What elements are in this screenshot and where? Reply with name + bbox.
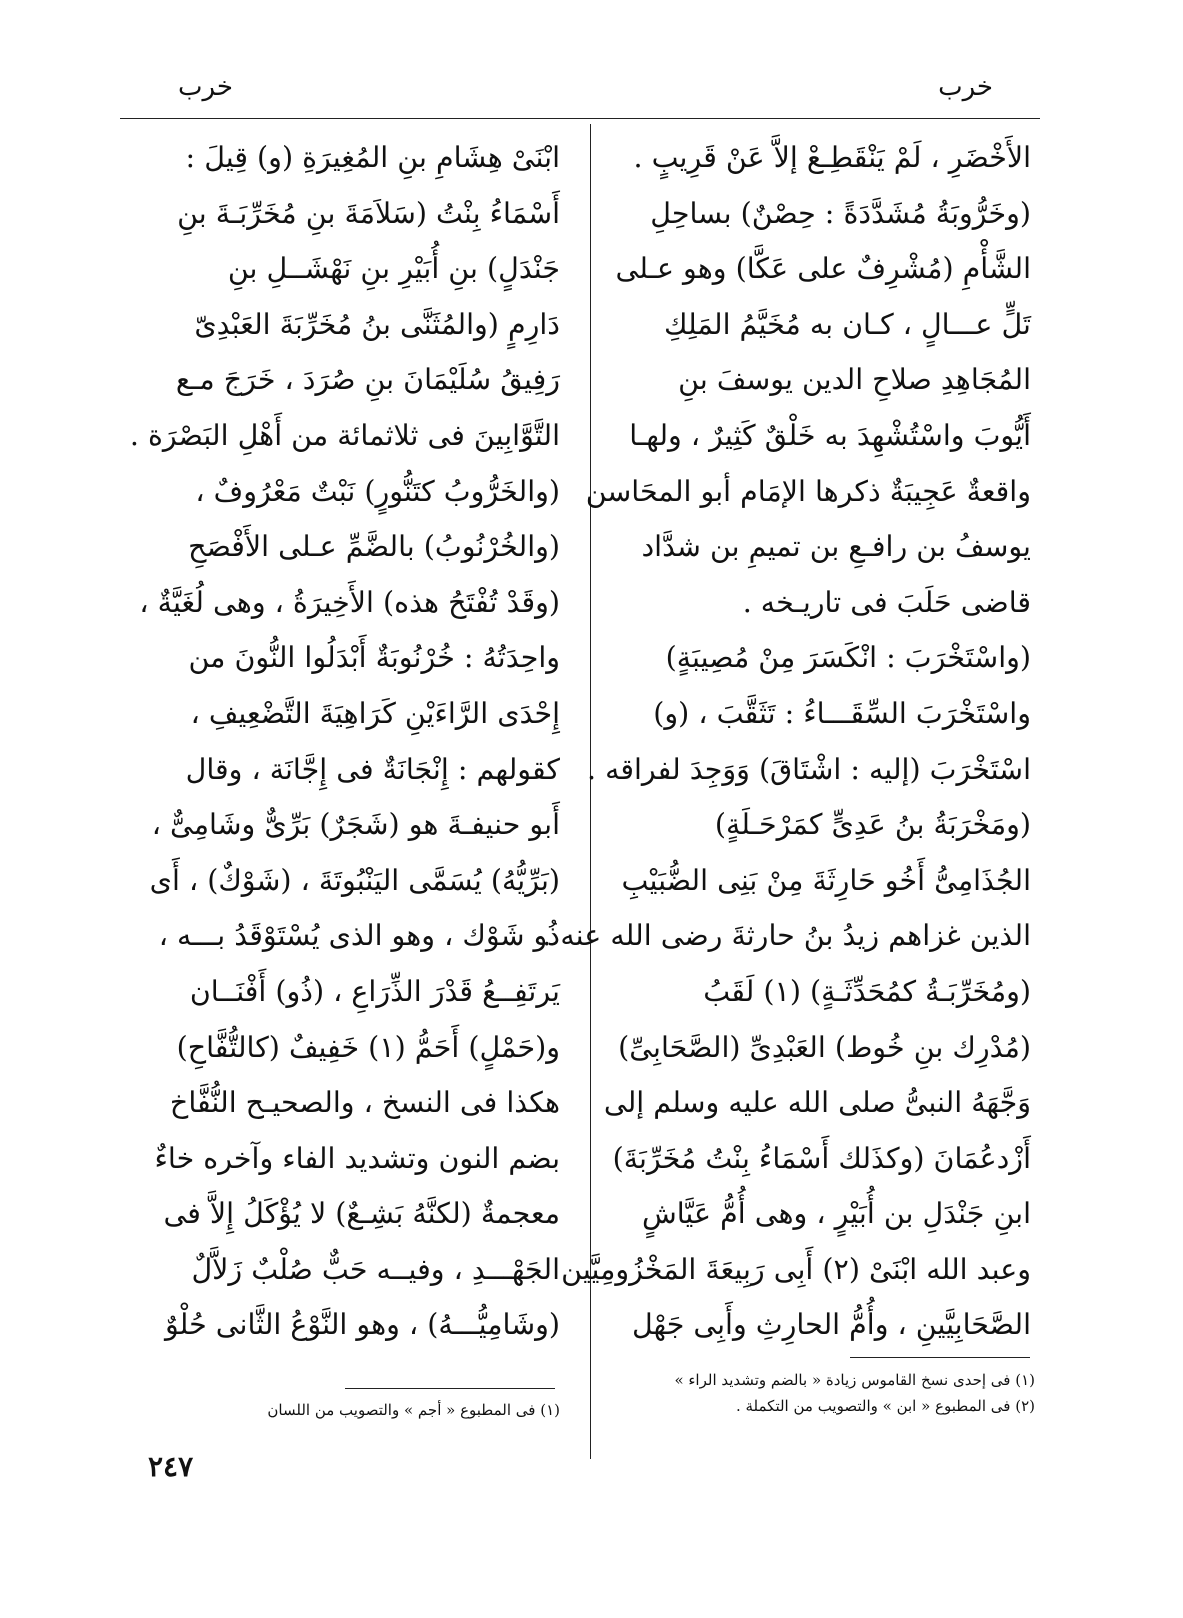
text-line: إِحْدَى الرَّاءَيْنِ كَرَاهِيَةَ التَّضْعِيفِ ، <box>190 696 560 730</box>
text-line: واقعةٌ عَجِيبَةٌ ذكرها الإمَام أبو المحَاسن <box>585 474 1031 508</box>
text-line: هكذا فى النسخ ، والصحيـح النُّفَّاخ <box>169 1086 560 1120</box>
text-line: (والخُرْنُوبُ) بالضَّمِّ عـلى الأَفْصَحِ <box>188 530 560 564</box>
footnote-rule-left <box>345 1388 555 1389</box>
right-column-text <box>542 130 1031 1353</box>
text-line: ابْنَىْ هِشَامِ بنِ المُغِيرَةِ (و) قِيلَ : <box>185 141 560 174</box>
text-line: ابنِ جَنْدَلِ بن أُبَيْرٍ ، وهى أُمُّ عَيَّاشٍ <box>641 1197 1031 1231</box>
text-line: الصَّحَابِيَّينِ ، وأُمُّ الحارِثِ وأَبِى جَهْل <box>631 1308 1031 1342</box>
text-line: كقولهم : إِنْجَانَةٌ فى إِجَّانَة ، وقال <box>185 752 560 786</box>
text-line: أَبو حنيفـةَ هو (شَجَرٌ) بَرِّىٌّ وشَامِىٌّ ، <box>151 808 560 842</box>
text-line: معجمةٌ (لكنَّهُ بَشِـعٌ) لا يُؤْكَلُ إِلاَّ فى <box>163 1197 560 1231</box>
text-line: (والخَرُّوبُ كتَنُّورٍ) نَبْتٌ مَعْرُوفٌ ، <box>195 474 560 508</box>
text-line: الذين غزاهم زيدُ بنُ حارثةَ رضى الله عنه . <box>542 919 1031 953</box>
text-line: واسْتَخْرَبَ السِّقَـــاءُ : تَثَقَّبَ ، (و) <box>653 696 1031 730</box>
text-line: (واسْتَخْرَبَ : انْكَسَرَ مِنْ مُصِيبَةٍ) <box>665 641 1031 675</box>
text-line: وَجَّهَهُ النبىُّ صلى الله عليه وسلم إلى <box>603 1086 1031 1120</box>
text-line: دَارِمٍ (والمُثَنَّى بنُ مُخَرِّبَةَ العَبْدِىّ <box>194 307 560 341</box>
page-number: ٢٤٧ <box>148 1450 194 1483</box>
text-line: (وشَامِيُّـــهُ) ، وهو النَّوْعُ الثَّانى حُلْوٌ <box>164 1308 560 1342</box>
text-line: رَفِيقُ سُلَيْمَانَ بنِ صُرَدَ ، خَرَجَ مـع <box>175 363 560 397</box>
text-line: يَرتَفِــعُ قَدْرَ الذِّرَاعِ ، (ذُو) أَفْنَــان <box>189 974 560 1008</box>
text-line: أَزْدعُمَانَ (وكذَلك أَسْمَاءُ بِنْتُ مُخَرِّبَةَ) <box>612 1141 1031 1175</box>
text-line: (ومَخْرَبَةُ بنُ عَدِىٍّ كمَرْحَـلَةٍ) <box>714 808 1031 842</box>
text-line: المُجَاهِدِ صلاحِ الدين يوسفَ بنِ <box>678 363 1031 397</box>
text-line: قاضى حَلَبَ فى تاريـخه . <box>742 585 1031 619</box>
text-line: واحِدَتُهُ : خُرْنُوبَةٌ أَبْدَلُوا النُّونَ من <box>188 641 560 675</box>
text-line: اسْتَخْرَبَ (إليه : اشْتَاقَ) وَوَجِدَ لفراقه . <box>586 752 1031 786</box>
header-rule <box>120 118 1040 119</box>
text-line: وعبد الله ابْنَىْ (٢) أَبِى رَبِيعَةَ المَخْزُومِيَّين <box>561 1252 1031 1286</box>
text-line: التَّوَّابِينَ فى ثلاثمائة من أَهْلِ البَصْرَة . <box>129 418 560 452</box>
footnote: (١) فى المطبوع « أجم » والتصويب من اللسان <box>267 1401 560 1419</box>
footnotes-right <box>615 1367 1035 1419</box>
running-header-left: خرب <box>178 72 233 102</box>
text-line: (مُدْرِك بنِ خُوط) العَبْدِىِّ (الصَّحَابِىِّ) <box>618 1030 1031 1064</box>
text-line: و(حَمْلٍ) أَحَمُّ (١) خَفِيفٌ (كالتُّفَّاحِ) <box>176 1030 560 1064</box>
text-line: (وخَرُّوبَةُ مُشَدَّدَةً : حِصْنٌ) بساحِلِ <box>650 196 1031 230</box>
text-line: يوسفُ بن رافـعِ بن تميمِ بن شدَّاد <box>641 530 1031 564</box>
text-line: جَنْدَلٍ) بنِ أُبَيْرِ بنِ نَهْشَــلِ بنِ <box>227 252 560 286</box>
text-line: الجَهْـــدِ ، وفيــه حَبٌّ صُلْبٌ زَلاَّلٌ <box>191 1252 560 1286</box>
text-line: (ومُخَرِّبَـةُ كمُحَدِّثَـةٍ) (١) لَقَبُ <box>703 974 1031 1008</box>
footnotes-left <box>150 1397 560 1423</box>
text-line: أَيُّوبَ واسْتُشْهِدَ به خَلْقٌ كَثِيرٌ ، ولهـا <box>629 418 1031 452</box>
text-line: أَسْمَاءُ بِنْتُ (سَلاَمَةَ بنِ مُخَرِّبَـةَ بنِ <box>177 196 560 230</box>
text-line: (بَرِّيُّهُ) يُسَمَّى اليَنْبُوتَةَ ، (شَوْكٌ) ، أَى <box>149 863 560 897</box>
text-line: الجُذَامِىُّ أَخُو حَارِثَةَ مِنْ بَنِى الضُّبَيْبِ <box>621 863 1031 897</box>
text-line: (وقَدْ تُفْتَحُ هذه) الأَخِيرَةُ ، وهى لُغَيَّةٌ ، <box>139 585 560 619</box>
text-line: تَلٍّ عـــالٍ ، كـان به مُخَيَّمُ المَلِكِ <box>663 307 1031 341</box>
footnote: (٢) فى المطبوع « ابن » والتصويب من التكملة . <box>735 1397 1035 1415</box>
text-line: الشَّأْمِ (مُشْرِفٌ على عَكَّا) وهو عـلى <box>615 252 1031 286</box>
left-column-text <box>129 130 560 1353</box>
running-header-right: خرب <box>938 72 993 102</box>
text-line: ذُو شَوْك ، وهو الذى يُسْتَوْقَدُ بـــه ، <box>158 919 560 953</box>
footnote: (١) فى إحدى نسخ القاموس زيادة « بالضم وتشديد الراء » <box>674 1371 1035 1389</box>
text-line: بضم النون وتشديد الفاء وآخره خاءٌ <box>154 1141 560 1175</box>
footnote-rule-right <box>850 1357 1030 1358</box>
text-line: الأَخْضَرِ ، لَمْ يَنْقَطِـعْ إلاَّ عَنْ قَرِيبٍ . <box>633 141 1031 174</box>
